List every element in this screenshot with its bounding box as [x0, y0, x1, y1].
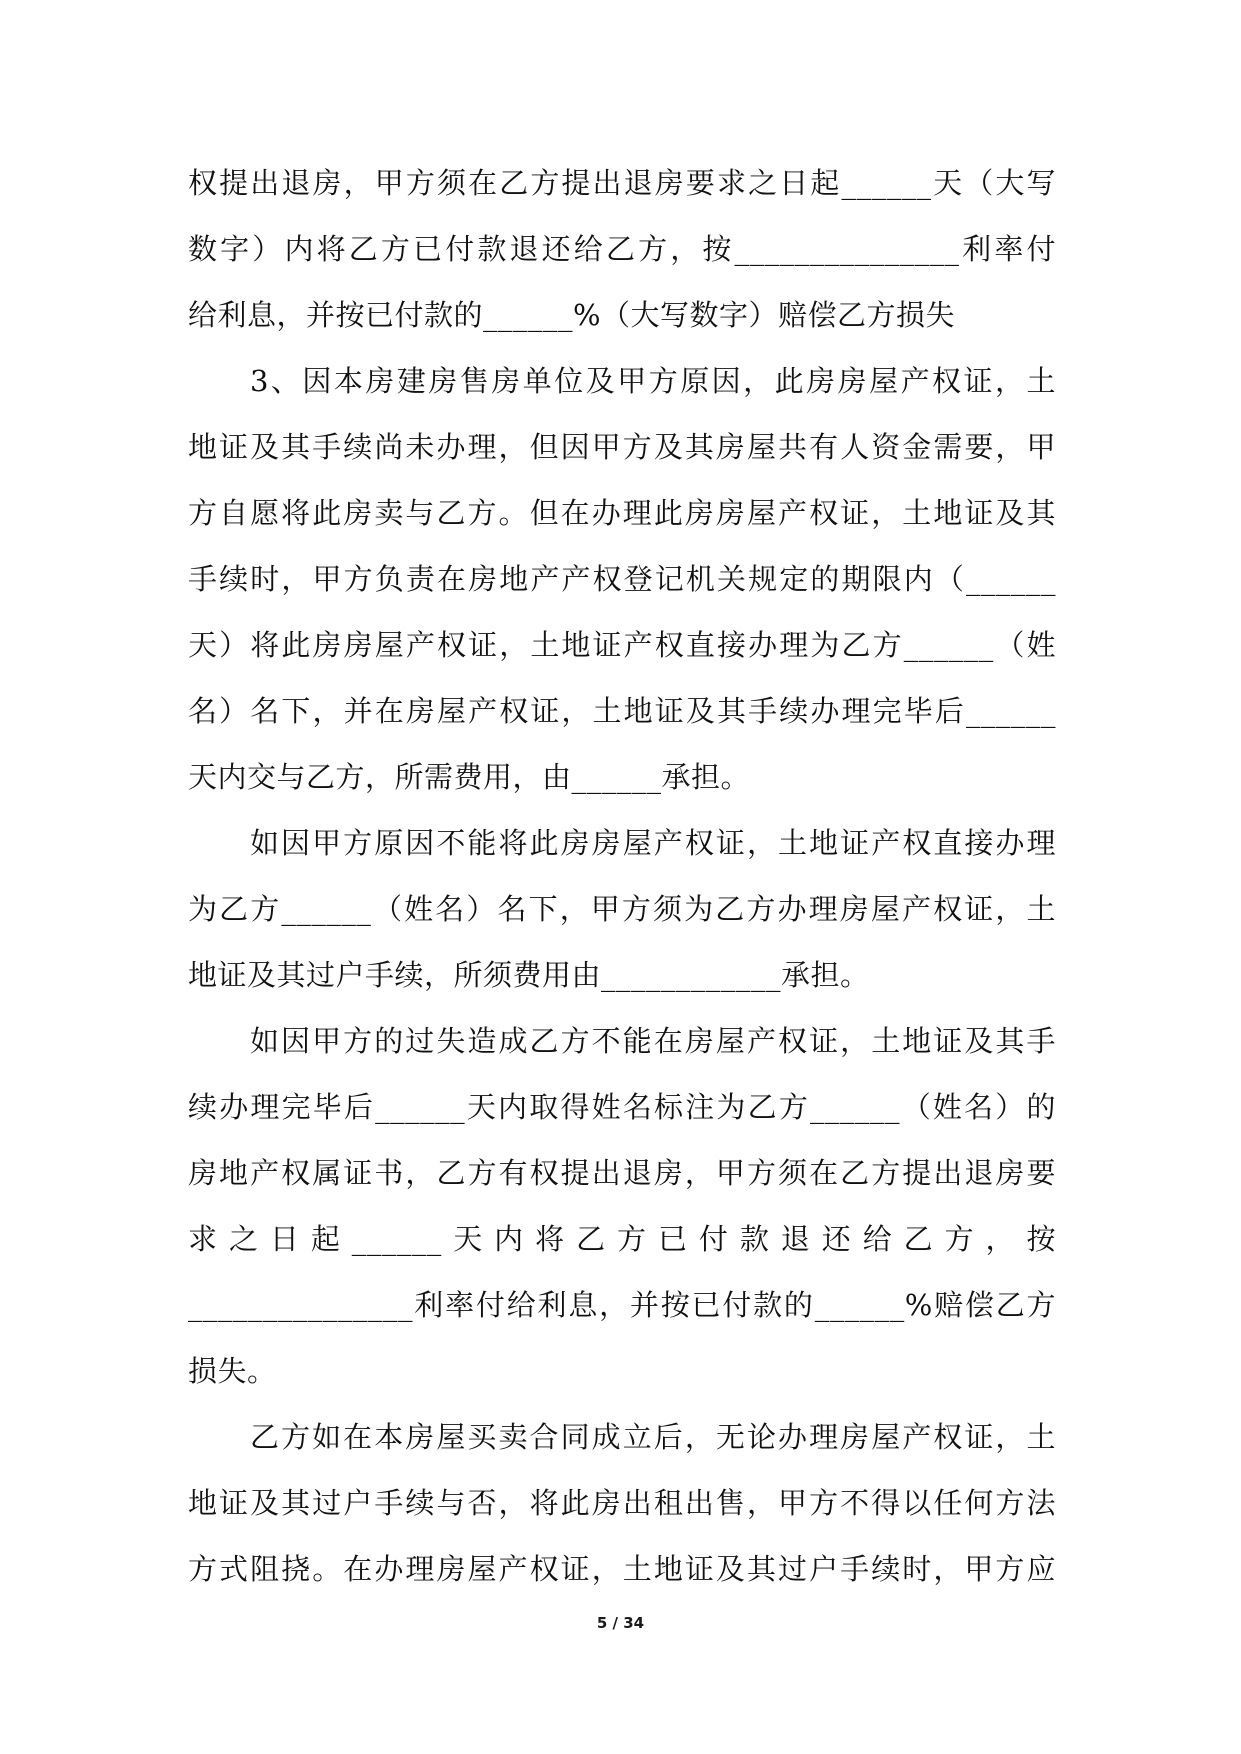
text-line: 天内交与乙方，所需费用，由______承担。: [188, 760, 751, 794]
text-line: 地证及其过户手续，所须费用由____________承担。: [188, 958, 870, 992]
text-line: 方自愿将此房卖与乙方。但在办理此房房屋产权证，土地证及其: [188, 496, 1056, 530]
text-line: 求之日起______天内将乙方已付款退还给乙方，按: [188, 1222, 1056, 1256]
contract-body: [188, 150, 1056, 1602]
text-line: 损失。: [188, 1354, 277, 1388]
text-line: _______________利率付给利息，并按已付款的______%赔偿乙方: [188, 1288, 1056, 1322]
text-line: 地证及其过户手续与否，将此房出租出售，甲方不得以任何方法: [188, 1486, 1056, 1520]
page-number: 5 / 34: [596, 1614, 645, 1632]
text-line: 方式阻挠。在办理房屋产权证，土地证及其过户手续时，甲方应: [188, 1552, 1056, 1586]
text-line: 名）名下，并在房屋产权证，土地证及其手续办理完毕后______: [188, 694, 1056, 728]
text-line: 给利息，并按已付款的______%（大写数字）赔偿乙方损失: [188, 298, 956, 332]
text-line: 天）将此房房屋产权证，土地证产权直接办理为乙方______（姓: [188, 628, 1056, 662]
paragraph-start: 如因甲方的过失造成乙方不能在房屋产权证，土地证及其手: [250, 1024, 1056, 1058]
paragraph-start: 如因甲方原因不能将此房房屋产权证，土地证产权直接办理: [250, 826, 1056, 860]
text-line: 权提出退房，甲方须在乙方提出退房要求之日起______天（大写: [188, 166, 1056, 200]
text-line: 地证及其手续尚未办理，但因甲方及其房屋共有人资金需要，甲: [188, 430, 1056, 464]
text-line: 续办理完毕后______天内取得姓名标注为乙方______（姓名）的: [188, 1090, 1056, 1124]
clause-3-start: 3、因本房建房售房单位及甲方原因，此房房屋产权证，土: [250, 364, 1056, 398]
text-line: 手续时，甲方负责在房地产产权登记机关规定的期限内（______: [188, 562, 1056, 596]
text-line: 为乙方______（姓名）名下，甲方须为乙方办理房屋产权证，土: [188, 892, 1056, 926]
text-line: 数字）内将乙方已付款退还给乙方，按_______________利率付: [188, 232, 1056, 266]
paragraph-start: 乙方如在本房屋买卖合同成立后，无论办理房屋产权证，土: [250, 1420, 1056, 1454]
text-line: 房地产权属证书，乙方有权提出退房，甲方须在乙方提出退房要: [188, 1156, 1056, 1190]
